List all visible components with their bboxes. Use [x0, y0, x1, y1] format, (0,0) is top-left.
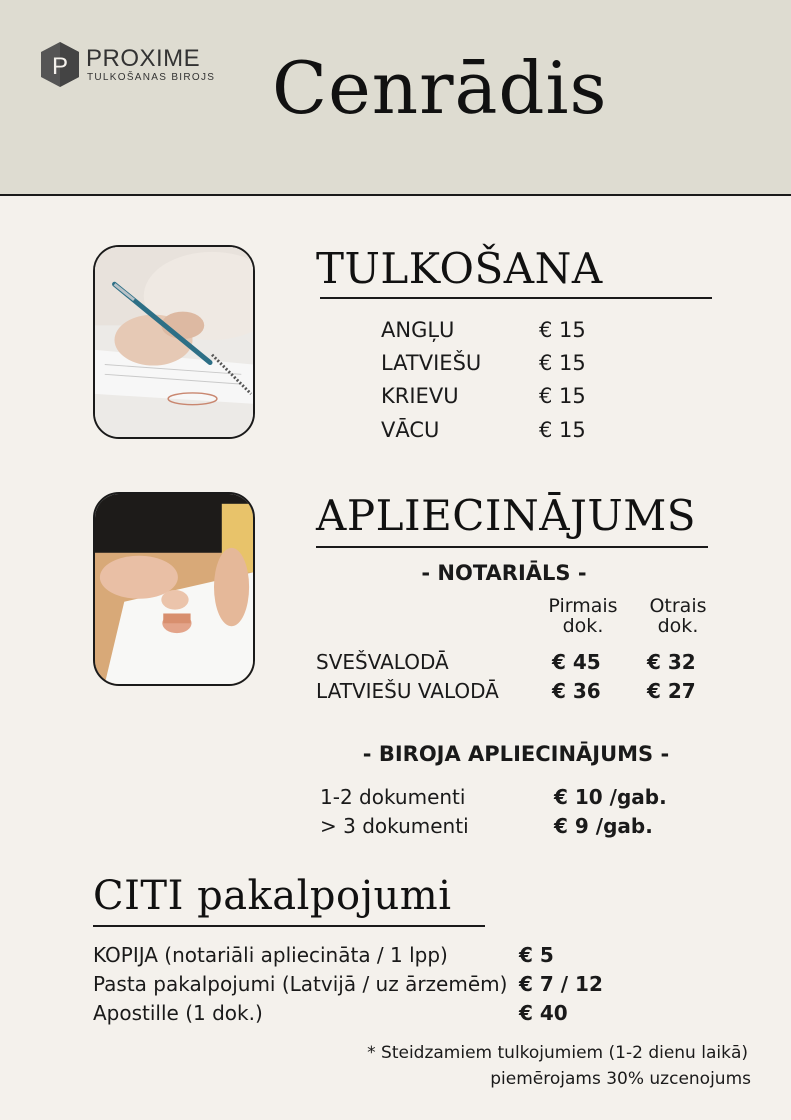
other-row-label: Apostille (1 dok.): [93, 1001, 263, 1025]
col-header-second-line2: dok.: [657, 615, 699, 637]
price-row-lang: LATVIEŠU: [381, 351, 482, 375]
notarial-row-first: € 36: [552, 679, 601, 703]
price-row-lang: ANGĻU: [381, 318, 455, 342]
price-row-lang: KRIEVU: [381, 384, 459, 408]
logo-hexagon-icon: [40, 41, 80, 88]
photo-writing-hand: [93, 245, 255, 439]
other-row-price: € 7 / 12: [519, 972, 603, 996]
notarial-row-first: € 45: [552, 650, 601, 674]
office-row-label: 1-2 dokumenti: [320, 785, 466, 809]
other-services-heading-rule: [93, 925, 485, 927]
page-title: Cenrādis: [272, 46, 608, 130]
logo-subtitle: TULKOŠANAS BIROJS: [87, 72, 216, 83]
price-row-value: € 15: [539, 351, 586, 375]
other-services-heading: CITI pakalpojumi: [93, 873, 452, 919]
translation-heading-rule: [320, 297, 712, 299]
price-row-value: € 15: [539, 318, 586, 342]
other-row-label: KOPIJA (notariāli apliecināta / 1 lpp): [93, 943, 448, 967]
other-row-price: € 5: [519, 943, 554, 967]
company-logo[interactable]: [40, 41, 220, 91]
office-row-label: > 3 dokumenti: [320, 814, 469, 838]
price-row-value: € 15: [539, 384, 586, 408]
price-row-value: € 15: [539, 418, 586, 442]
footnote-line1: * Steidzamiem tulkojumiem (1-2 dienu laikā): [367, 1043, 748, 1063]
notarial-row-second: € 32: [647, 650, 696, 674]
col-header-second-line1: Otrais: [649, 595, 707, 617]
office-row-price: € 10 /gab.: [554, 785, 667, 809]
certification-heading-rule: [316, 546, 708, 548]
notarial-row-label: SVEŠVALODĀ: [316, 650, 449, 674]
logo-letter: P: [51, 53, 69, 80]
col-header-first-line2: dok.: [562, 615, 604, 637]
notarial-subheading: - NOTARIĀLS -: [421, 561, 587, 585]
notarial-row-label: LATVIEŠU VALODĀ: [316, 679, 499, 703]
other-row-label: Pasta pakalpojumi (Latvijā / uz ārzemēm): [93, 972, 508, 996]
photo-stamping-hands: [93, 492, 255, 686]
footnote-line2: piemērojams 30% uzcenojums: [490, 1069, 751, 1089]
certification-heading: APLIECINĀJUMS: [316, 491, 697, 540]
office-subheading: - BIROJA APLIECINĀJUMS -: [362, 742, 670, 766]
logo-name: PROXIME: [86, 45, 201, 72]
translation-heading: TULKOŠANA: [316, 244, 603, 293]
notarial-row-second: € 27: [647, 679, 696, 703]
office-row-price: € 9 /gab.: [554, 814, 653, 838]
other-row-price: € 40: [519, 1001, 568, 1025]
header-band: [0, 0, 791, 196]
col-header-first-line1: Pirmais: [548, 595, 618, 617]
price-row-lang: VĀCU: [381, 418, 440, 442]
